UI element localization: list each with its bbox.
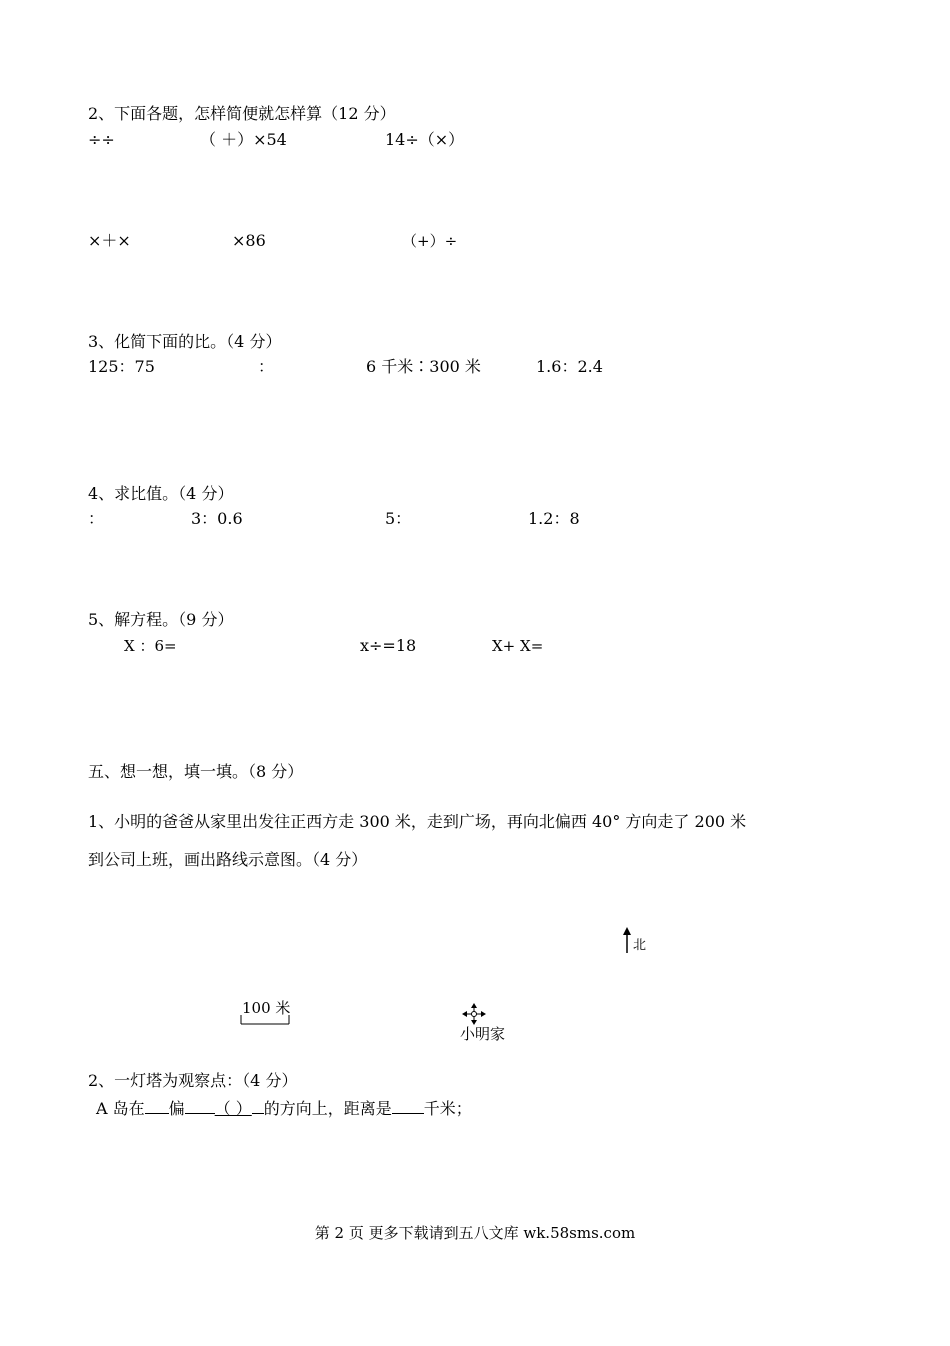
q5-eq-1: X ：6= xyxy=(124,637,177,655)
page-footer: 第 2 页 更多下载请到五八文库 wk.58sms.com xyxy=(314,1224,636,1242)
q2-text-d: 千米； xyxy=(423,1099,472,1118)
fill-blank-3-tail[interactable] xyxy=(252,1097,264,1114)
q4-title: 4、求比值。（4 分） xyxy=(88,484,234,503)
q5-eq-3: X+ X= xyxy=(492,637,544,655)
q5-eq-2: x÷=18 xyxy=(360,636,417,655)
section5-q1-line1: 1、小明的爸爸从家里出发往正西方走 300 米，走到广场，再向北偏西 40° 方向走了 200 米 xyxy=(88,812,747,831)
north-arrow-icon xyxy=(620,927,634,955)
q2-expr-5: ×86 xyxy=(232,231,266,250)
q2-expr-6: （+）÷ xyxy=(402,232,458,250)
q3-item-1: 125：75 xyxy=(88,357,155,376)
compass-icon xyxy=(461,1002,487,1026)
fill-blank-4[interactable] xyxy=(392,1097,424,1114)
q2-expr-4: ×＋× xyxy=(88,231,131,250)
q4-item-3: 5： xyxy=(385,509,412,528)
north-label: 北 xyxy=(633,938,647,953)
q3-title: 3、化简下面的比。（4 分） xyxy=(88,332,282,351)
fill-blank-1[interactable] xyxy=(145,1097,169,1114)
fill-blank-2[interactable] xyxy=(185,1097,215,1114)
q2-text-b: 偏 xyxy=(168,1099,185,1118)
q3-item-2: ： xyxy=(258,357,275,376)
q2-text-c: 的方向上，距离是 xyxy=(263,1099,392,1118)
q2-title: 2、下面各题，怎样简便就怎样算（12 分） xyxy=(88,104,396,123)
q3-item-4: 1.6：2.4 xyxy=(536,357,603,376)
q2-expr-1: ÷÷ xyxy=(88,130,115,149)
section5-q2-title: 2、一灯塔为观察点：（4 分） xyxy=(88,1071,298,1090)
section5-heading: 五、想一想，填一填。（8 分） xyxy=(88,762,304,781)
fill-blank-3[interactable]: （ ） xyxy=(214,1099,252,1118)
section5-q2-sentence xyxy=(96,1097,472,1119)
q2-expr-3: 14÷（×） xyxy=(385,130,465,149)
scale-label: 100 米 xyxy=(242,999,291,1017)
section5-q1-line2: 到公司上班，画出路线示意图。（4 分） xyxy=(88,850,368,869)
q5-title: 5、解方程。（9 分） xyxy=(88,610,234,629)
q2-text-a: A 岛在 xyxy=(96,1099,145,1118)
q3-item-3: 6 千米∶300 米 xyxy=(366,357,481,376)
q4-item-4: 1.2：8 xyxy=(528,509,580,528)
home-label: 小明家 xyxy=(460,1025,506,1043)
q4-item-1: ： xyxy=(88,509,105,528)
scale-bar-icon xyxy=(240,1014,292,1026)
q4-item-2: 3：0.6 xyxy=(191,509,243,528)
q2-expr-2: （ ＋）×54 xyxy=(200,130,287,149)
